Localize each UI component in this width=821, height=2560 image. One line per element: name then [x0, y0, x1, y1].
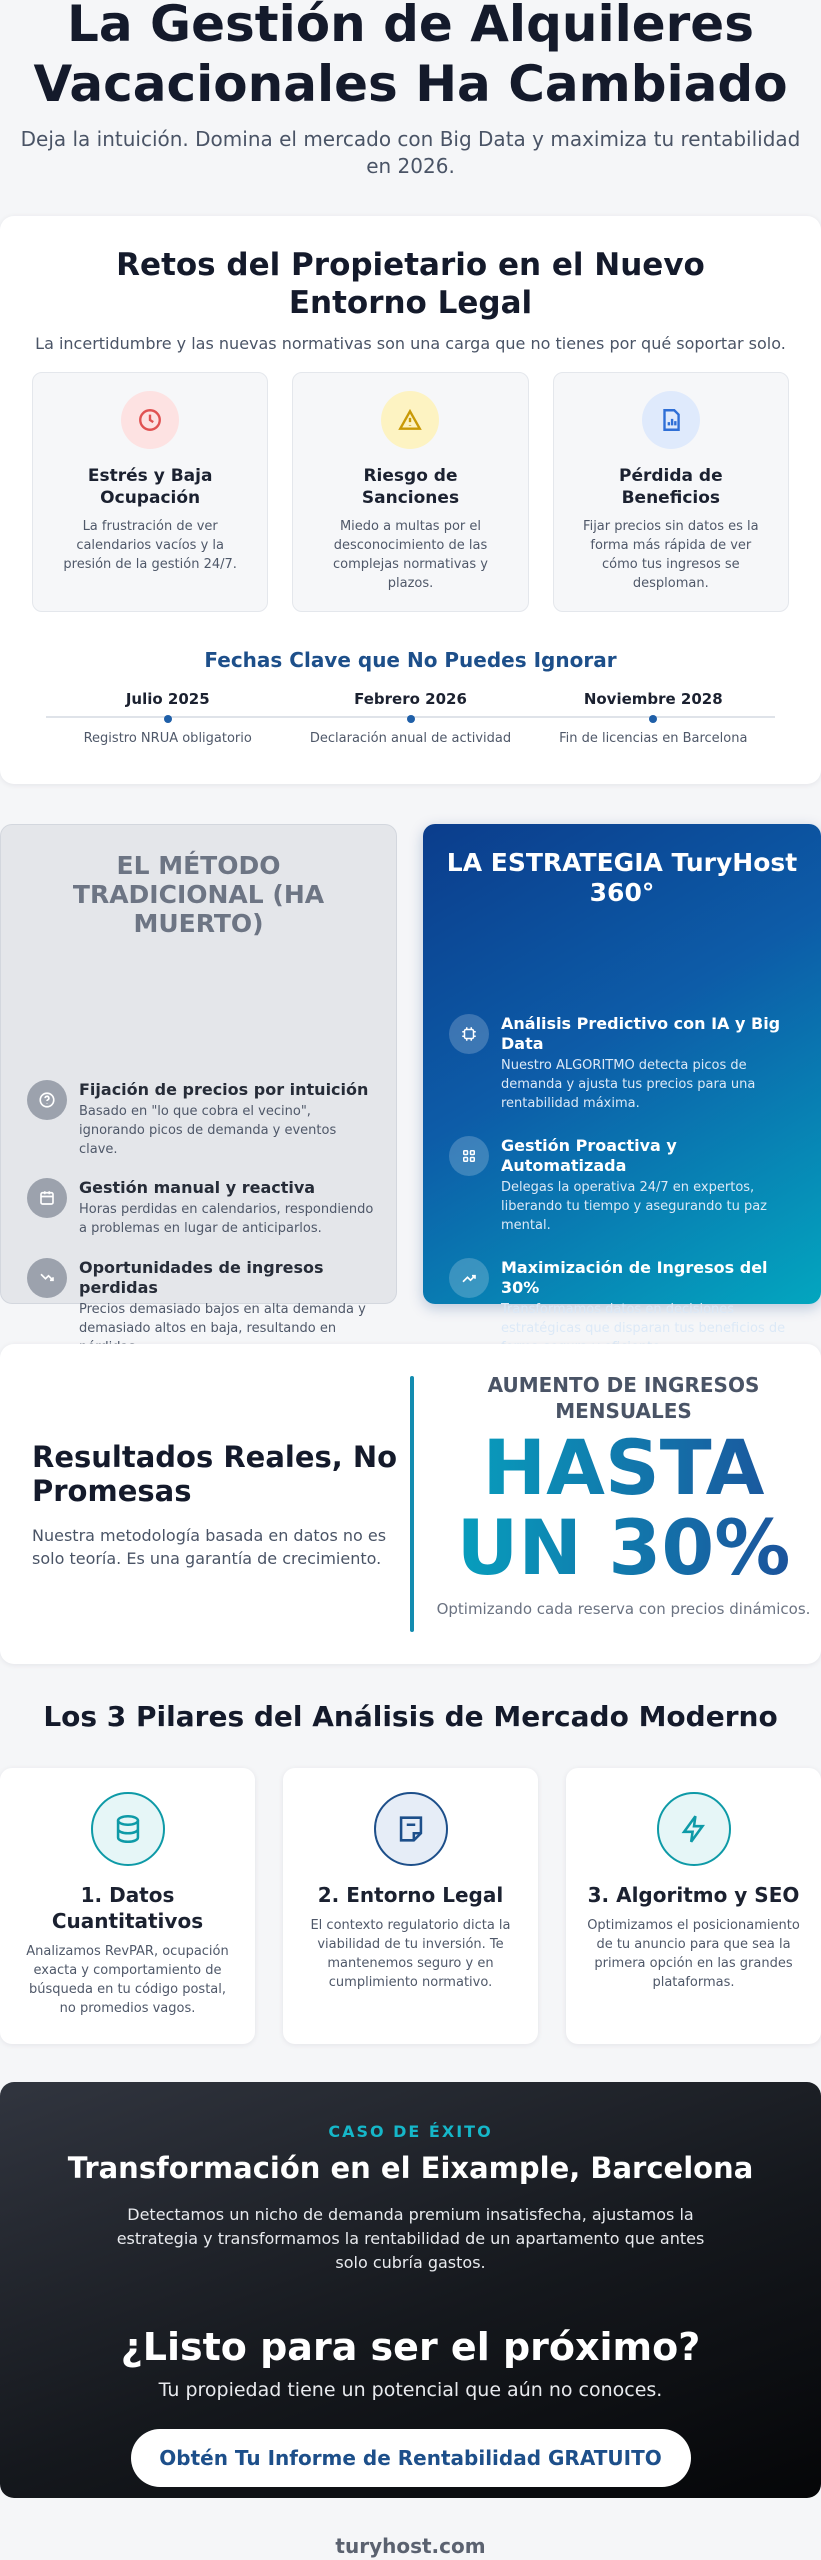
traditional-title: EL MÉTODO TRADICIONAL (HA MUERTO)	[72, 851, 325, 938]
timeline-dot	[649, 715, 657, 723]
timeline-point	[301, 690, 521, 746]
problem-card	[553, 372, 789, 612]
timeline-date: Noviembre 2028	[583, 690, 723, 708]
hero-title-line1: La Gestión de Alquileres	[67, 0, 754, 53]
traditional-item-title: Gestión manual y reactiva	[79, 1178, 316, 1197]
traditional-item-text: Precios demasiado bajos en alta demanda y demasiado altos en baja, resultando en	[79, 1302, 366, 1336]
timeline-label: Declaración anual de actividad	[309, 731, 512, 746]
lightning-icon	[657, 1792, 731, 1866]
key-dates-timeline	[46, 690, 775, 750]
timeline-dot	[407, 715, 415, 723]
pillar-title: 1. Datos Cuantitativos	[51, 1883, 204, 1933]
pillar-card	[566, 1768, 821, 2044]
traditional-item	[27, 1178, 376, 1238]
calendar-icon	[27, 1178, 67, 1218]
strategy-item-title: Gestión Proactiva y Automatizada	[501, 1136, 677, 1175]
results-kicker: AUMENTO DE INGRESOS MENSUALES	[487, 1373, 760, 1423]
strategy-item-title: Maximización de Ingresos del 30%	[501, 1258, 768, 1297]
strategy-item	[449, 1136, 801, 1235]
timeline-date: Febrero 2026	[354, 690, 467, 708]
cta-subtitle: Tu propiedad tiene un potencial que aún no conoces.	[158, 2379, 663, 2401]
traditional-item-text: Horas perdidas en calendarios, respondiendo a problemas en lugar de anticiparlos.	[79, 1202, 374, 1236]
cta-title: ¿Listo para ser el próximo?	[120, 2325, 701, 2369]
pillars-cards	[0, 1768, 821, 2044]
case-title: Transformación en el Eixample, Barcelona	[67, 2151, 754, 2185]
results-big-line2: UN 30%	[456, 1503, 791, 1592]
timeline-point	[58, 690, 278, 746]
clock-icon	[121, 391, 179, 449]
results-section	[0, 1344, 821, 1664]
footer-domain[interactable]: turyhost.com	[335, 2534, 486, 2558]
strategy-item-text: Transformamos datos en decisiones estratégicas que disparan tus beneficios de	[501, 1302, 786, 1336]
traditional-item	[27, 1080, 376, 1159]
document-icon	[374, 1792, 448, 1866]
problem-card	[292, 372, 528, 612]
timeline-date: Julio 2025	[125, 690, 210, 708]
pillars-title: Los 3 Pilares del Análisis de Mercado Moderno	[43, 1700, 778, 1733]
hero-subtitle: Deja la intuición. Domina el mercado con Big Data y maximiza tu rentabilidad en 2026.	[20, 127, 801, 178]
hero-title-line2: Vacacionales Ha Cambiado	[33, 55, 788, 113]
problem-cards	[32, 372, 789, 612]
problem-title: Riesgo de Sanciones	[361, 466, 460, 508]
timeline-point	[543, 690, 763, 746]
problem-title: Estrés y Baja Ocupación	[87, 466, 213, 508]
traditional-item-title: Oportunidades de ingresos perdidas	[79, 1258, 324, 1297]
pillar-title: 3. Algoritmo y SEO	[587, 1883, 800, 1907]
strategy-item-text: Nuestro ALGORITMO detecta picos de demanda y ajusta tus precios para una rentabilidad máxima.	[501, 1058, 756, 1111]
problem-text: Miedo a multas por el desconocimiento de las complejas normativas y plazos.	[332, 519, 488, 591]
trend-up-icon	[449, 1258, 489, 1298]
strategy-item-title: Análisis Predictivo con IA y Big Data	[501, 1014, 781, 1053]
timeline-label: Fin de licencias en Barcelona	[559, 731, 748, 746]
strategy-item-text: Delegas la operativa 24/7 en expertos, liberando tu tiempo y asegurando tu paz mental.	[501, 1180, 767, 1233]
problem-text: Fijar precios sin datos es la forma más rápida de ver cómo tus ingresos se desploman.	[583, 519, 759, 591]
results-big-line1: HASTA	[482, 1423, 765, 1512]
strategy-item	[449, 1258, 801, 1357]
problem-title: Pérdida de Beneficios	[619, 466, 723, 508]
hero-title	[0, 0, 821, 114]
strategy-title: LA ESTRATEGIA TuryHost 360°	[446, 848, 798, 907]
pillar-text: Analizamos RevPAR, ocupación exacta y comportamiento de búsqueda en tu código postal, no promedios vagos.	[26, 1944, 229, 2016]
case-text: Detectamos un nicho de demanda premium insatisfecha, ajustamos la estrategia y transformamos la rentabilidad de un apartamento que antes solo cubría gastos.	[116, 2205, 705, 2272]
strategy-item	[449, 1014, 801, 1113]
pillar-card	[283, 1768, 538, 2044]
results-highlight	[436, 1372, 811, 1620]
challenges-subtitle: La incertidumbre y las nuevas normativas son una carga que no tienes por qué soportar solo.	[35, 334, 786, 353]
results-note: Optimizando cada reserva con precios dinámicos.	[436, 1600, 811, 1618]
traditional-item-title: Fijación de precios por intuición	[79, 1080, 369, 1099]
timeline-label: Registro NRUA obligatorio	[83, 731, 252, 746]
question-icon	[27, 1080, 67, 1120]
case-kicker: CASO DE ÉXITO	[328, 2122, 493, 2141]
results-intro	[32, 1440, 402, 1570]
trend-down-icon	[27, 1258, 67, 1298]
grid-icon	[449, 1136, 489, 1176]
challenges-section	[0, 216, 821, 784]
traditional-item	[27, 1258, 376, 1357]
key-dates-title: Fechas Clave que No Puedes Ignorar	[204, 648, 617, 672]
problem-text: La frustración de ver calendarios vacíos y la presión de la gestión 24/7.	[63, 519, 237, 572]
chip-icon	[449, 1014, 489, 1054]
strategy-panel	[423, 824, 821, 1336]
results-divider	[410, 1376, 414, 1632]
free-report-button[interactable]: Obtén Tu Informe de Rentabilidad GRATUITO	[131, 2429, 691, 2487]
problem-card	[32, 372, 268, 612]
traditional-item-text: Basado en "lo que cobra el vecino", ignorando picos de demanda y eventos clave.	[79, 1104, 337, 1157]
pillar-title: 2. Entorno Legal	[317, 1883, 504, 1907]
report-icon	[642, 391, 700, 449]
success-case-section	[0, 2082, 821, 2498]
traditional-method-panel	[0, 824, 397, 1336]
pillar-card	[0, 1768, 255, 2044]
results-title: Resultados Reales, No Promesas	[32, 1440, 398, 1508]
challenges-title: Retos del Propietario en el Nuevo Entorno Legal	[116, 247, 705, 321]
hero-section	[0, 0, 821, 180]
results-big-number	[436, 1423, 811, 1592]
timeline-dot	[164, 715, 172, 723]
results-text: Nuestra metodología basada en datos no es solo teoría. Es una garantía de crecimiento.	[32, 1526, 387, 1568]
pillar-text: El contexto regulatorio dicta la viabilidad de tu inversión. Te mantenemos seguro y en cumplimiento normativo.	[310, 1918, 511, 1990]
warning-icon	[381, 391, 439, 449]
pillar-text: Optimizamos el posicionamiento de tu anuncio para que sea la primera opción en las grandes plataformas.	[587, 1918, 800, 1990]
database-icon	[91, 1792, 165, 1866]
